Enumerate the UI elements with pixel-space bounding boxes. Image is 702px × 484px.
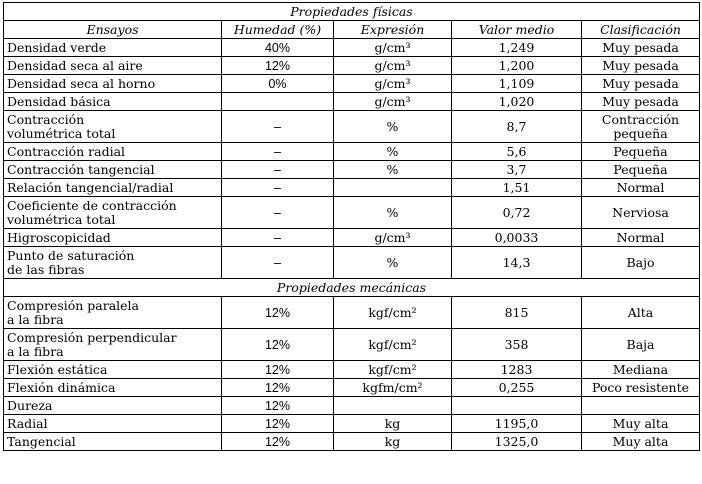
- mechanical-body: [4, 297, 700, 451]
- ensayo-cell: Relación tangencial/radial: [4, 179, 222, 197]
- humedad-cell: –: [222, 229, 334, 247]
- header-ensayos: Ensayos: [4, 21, 222, 39]
- valor-cell: 5,6: [452, 143, 582, 161]
- valor-cell: 1283: [452, 361, 582, 379]
- humedad-cell: 12%: [222, 379, 334, 397]
- humedad-cell: –: [222, 179, 334, 197]
- valor-cell: 0,72: [452, 197, 582, 229]
- section-title-mechanical: Propiedades mecánicas: [4, 279, 700, 297]
- properties-table: [3, 2, 700, 451]
- clasificacion-cell: Pequeña: [582, 143, 700, 161]
- clasificacion-cell: Pequeña: [582, 161, 700, 179]
- expresion-cell: %: [334, 111, 452, 143]
- humedad-cell: 40%: [222, 39, 334, 57]
- valor-cell: 14,3: [452, 247, 582, 279]
- table-row: [4, 329, 700, 361]
- table-row: [4, 75, 700, 93]
- expresion-cell: g/cm³: [334, 57, 452, 75]
- table-row: [4, 297, 700, 329]
- clasificacion-cell: Nerviosa: [582, 197, 700, 229]
- clasificacion-cell: Muy alta: [582, 415, 700, 433]
- table-row: [4, 57, 700, 75]
- ensayo-cell: Coeficiente de contracción volumétrica total: [4, 197, 222, 229]
- valor-cell: 8,7: [452, 111, 582, 143]
- humedad-cell: 12%: [222, 297, 334, 329]
- table-row: [4, 379, 700, 397]
- valor-cell: 1,249: [452, 39, 582, 57]
- clasificacion-cell: [582, 397, 700, 415]
- valor-cell: 815: [452, 297, 582, 329]
- expresion-cell: g/cm³: [334, 229, 452, 247]
- ensayo-cell: Contracción radial: [4, 143, 222, 161]
- humedad-cell: [222, 93, 334, 111]
- clasificacion-cell: Baja: [582, 329, 700, 361]
- ensayo-cell: Compresión paralela a la fibra: [4, 297, 222, 329]
- expresion-cell: kgfm/cm²: [334, 379, 452, 397]
- ensayo-cell: Dureza: [4, 397, 222, 415]
- clasificacion-cell: Normal: [582, 179, 700, 197]
- valor-cell: [452, 397, 582, 415]
- valor-cell: 3,7: [452, 161, 582, 179]
- clasificacion-cell: Muy alta: [582, 433, 700, 451]
- ensayo-cell: Compresión perpendicular a la fibra: [4, 329, 222, 361]
- clasificacion-cell: Muy pesada: [582, 57, 700, 75]
- header-humedad: Humedad (%): [222, 21, 334, 39]
- valor-cell: 1195,0: [452, 415, 582, 433]
- expresion-cell: g/cm³: [334, 93, 452, 111]
- valor-cell: 358: [452, 329, 582, 361]
- ensayo-cell: Contracción tangencial: [4, 161, 222, 179]
- ensayo-cell: Densidad básica: [4, 93, 222, 111]
- humedad-cell: –: [222, 197, 334, 229]
- humedad-cell: –: [222, 247, 334, 279]
- humedad-cell: –: [222, 143, 334, 161]
- humedad-cell: 12%: [222, 361, 334, 379]
- expresion-cell: %: [334, 247, 452, 279]
- table-row: [4, 143, 700, 161]
- ensayo-cell: Tangencial: [4, 433, 222, 451]
- clasificacion-cell: Normal: [582, 229, 700, 247]
- expresion-cell: kg: [334, 433, 452, 451]
- valor-cell: 1,51: [452, 179, 582, 197]
- ensayo-cell: Flexión dinámica: [4, 379, 222, 397]
- clasificacion-cell: Muy pesada: [582, 75, 700, 93]
- valor-cell: 1,020: [452, 93, 582, 111]
- ensayo-cell: Densidad seca al horno: [4, 75, 222, 93]
- clasificacion-cell: Muy pesada: [582, 93, 700, 111]
- clasificacion-cell: Bajo: [582, 247, 700, 279]
- humedad-cell: 12%: [222, 329, 334, 361]
- clasificacion-cell: Poco resistente: [582, 379, 700, 397]
- table-row: [4, 197, 700, 229]
- ensayo-cell: Contracción volumétrica total: [4, 111, 222, 143]
- ensayo-cell: Punto de saturación de las fibras: [4, 247, 222, 279]
- table-row: [4, 111, 700, 143]
- clasificacion-cell: Mediana: [582, 361, 700, 379]
- expresion-cell: %: [334, 161, 452, 179]
- expresion-cell: kgf/cm²: [334, 361, 452, 379]
- table-row: [4, 229, 700, 247]
- ensayo-cell: Radial: [4, 415, 222, 433]
- clasificacion-cell: Contracción pequeña: [582, 111, 700, 143]
- ensayo-cell: Densidad seca al aire: [4, 57, 222, 75]
- physical-body: [4, 39, 700, 279]
- header-row: [4, 21, 700, 39]
- ensayo-cell: Flexión estática: [4, 361, 222, 379]
- table-row: [4, 415, 700, 433]
- valor-cell: 1325,0: [452, 433, 582, 451]
- humedad-cell: 12%: [222, 415, 334, 433]
- humedad-cell: 0%: [222, 75, 334, 93]
- table-row: [4, 179, 700, 197]
- table-row: [4, 93, 700, 111]
- header-valor: Valor medio: [452, 21, 582, 39]
- table-row: [4, 247, 700, 279]
- table-row: [4, 361, 700, 379]
- valor-cell: 1,109: [452, 75, 582, 93]
- expresion-cell: g/cm³: [334, 75, 452, 93]
- humedad-cell: 12%: [222, 57, 334, 75]
- expresion-cell: %: [334, 143, 452, 161]
- humedad-cell: 12%: [222, 433, 334, 451]
- header-clasificacion: Clasificación: [582, 21, 700, 39]
- header-expresion: Expresión: [334, 21, 452, 39]
- section-title-physical: Propiedades físicas: [4, 3, 700, 21]
- expresion-cell: kgf/cm²: [334, 297, 452, 329]
- table-row: [4, 161, 700, 179]
- clasificacion-cell: Alta: [582, 297, 700, 329]
- ensayo-cell: Higroscopicidad: [4, 229, 222, 247]
- expresion-cell: %: [334, 197, 452, 229]
- expresion-cell: g/cm³: [334, 39, 452, 57]
- valor-cell: 0,0033: [452, 229, 582, 247]
- valor-cell: 0,255: [452, 379, 582, 397]
- humedad-cell: –: [222, 111, 334, 143]
- ensayo-cell: Densidad verde: [4, 39, 222, 57]
- table-row: [4, 397, 700, 415]
- valor-cell: 1,200: [452, 57, 582, 75]
- expresion-cell: kgf/cm²: [334, 329, 452, 361]
- table-row: [4, 39, 700, 57]
- clasificacion-cell: Muy pesada: [582, 39, 700, 57]
- humedad-cell: 12%: [222, 397, 334, 415]
- humedad-cell: –: [222, 161, 334, 179]
- expresion-cell: [334, 179, 452, 197]
- expresion-cell: kg: [334, 415, 452, 433]
- expresion-cell: [334, 397, 452, 415]
- table-row: [4, 433, 700, 451]
